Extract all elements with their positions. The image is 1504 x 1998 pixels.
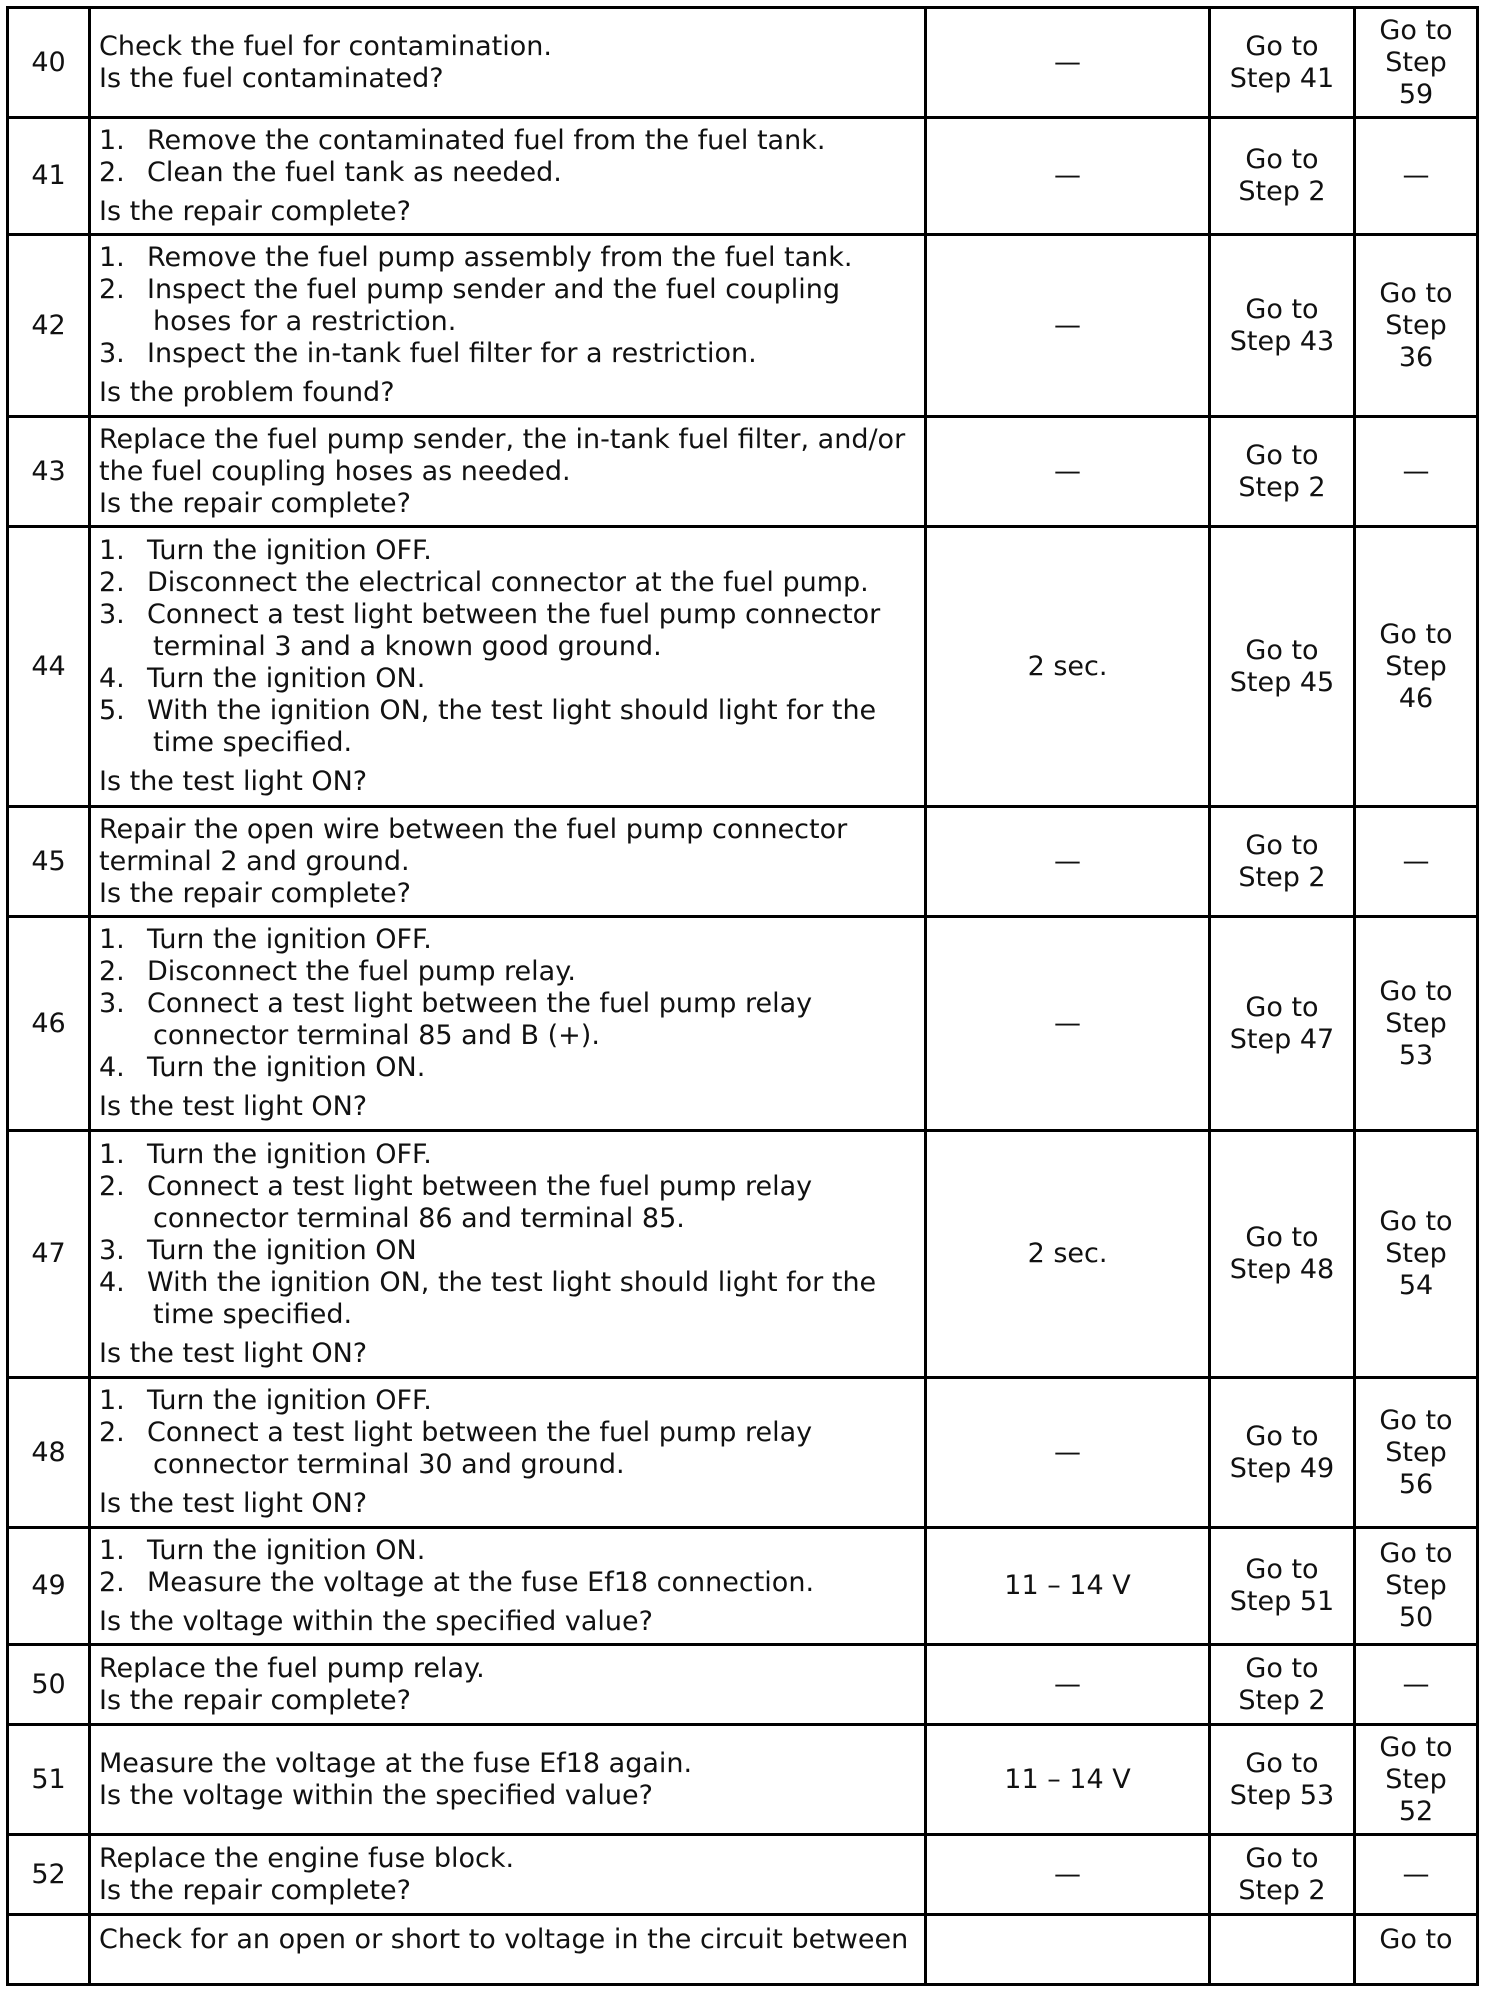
item-text: Remove the fuel pump assembly from the fuel tank. <box>147 242 853 273</box>
action-cell <box>90 1915 926 1985</box>
yes-action <box>1210 1378 1355 1528</box>
action-list-item <box>99 338 916 370</box>
item-text: Turn the ignition OFF. <box>147 924 432 955</box>
action-list-item <box>99 1535 916 1567</box>
item-text: Clean the fuel tank as needed. <box>147 156 562 188</box>
item-text: terminal 3 and a known good ground. <box>153 631 662 662</box>
yes-action-line: Go to <box>1245 634 1319 666</box>
action-cell <box>90 1835 926 1915</box>
item-number: 1. <box>99 242 125 273</box>
action-list-item <box>99 1567 916 1599</box>
action-cell <box>90 235 926 417</box>
no-action <box>1355 1528 1478 1645</box>
yes-action-line: Step 2 <box>1238 1874 1326 1906</box>
item-text: Turn the ignition ON <box>147 1234 417 1266</box>
action-list-item <box>99 599 916 663</box>
no-action <box>1355 917 1478 1131</box>
action-list-item <box>99 988 916 1052</box>
yes-action <box>1210 527 1355 807</box>
step-number: 50 <box>8 1645 90 1725</box>
yes-action <box>1210 1131 1355 1378</box>
yes-action-line: Step 48 <box>1229 1254 1335 1285</box>
item-number: 3. <box>99 599 125 630</box>
action-text: Replace the fuel pump relay. <box>99 1652 485 1684</box>
table-row <box>8 8 1478 118</box>
action-cell <box>90 1645 926 1725</box>
action-list-item <box>99 1171 916 1235</box>
no-action-line: Step <box>1385 46 1447 78</box>
question-text: Is the repair complete? <box>99 877 411 909</box>
yes-action-line: Step 2 <box>1238 861 1326 893</box>
no-action <box>1355 1915 1478 1985</box>
item-text: Connect a test light between the fuel pump connector <box>147 599 881 630</box>
action-list-item <box>99 695 916 759</box>
yes-action-line: Step 2 <box>1238 471 1326 503</box>
item-text: Turn the ignition OFF. <box>147 1385 432 1416</box>
action-text: Check for an open or short to voltage in the circuit between <box>99 1924 909 1955</box>
no-action-line: — <box>1402 160 1430 191</box>
item-number: 4. <box>99 1052 125 1083</box>
no-action-line: Go to <box>1379 975 1453 1007</box>
item-number: 2. <box>99 1417 125 1448</box>
question-text: Is the fuel contaminated? <box>99 62 444 94</box>
action-cell <box>90 1131 926 1378</box>
no-action-line: Go to <box>1379 1538 1453 1569</box>
yes-action <box>1210 1915 1355 1985</box>
spec-value: — <box>926 8 1210 118</box>
item-text: With the ignition ON, the test light should light for the <box>147 695 877 726</box>
table-row <box>8 1835 1478 1915</box>
step-number: 42 <box>8 235 90 417</box>
item-text: Measure the voltage at the fuse Ef18 connection. <box>147 1566 815 1598</box>
spec-value: — <box>926 1645 1210 1725</box>
spec-value: — <box>926 917 1210 1131</box>
no-action-line: Step <box>1385 1238 1447 1269</box>
item-text: Disconnect the electrical connector at the fuel pump. <box>147 567 869 598</box>
item-number: 2. <box>99 567 125 598</box>
yes-action-line: Go to <box>1245 439 1319 471</box>
question-text: Is the voltage within the specified value? <box>99 1605 653 1637</box>
yes-action-line: Go to <box>1245 1652 1319 1684</box>
spec-value: 11 – 14 V <box>926 1528 1210 1645</box>
table-row <box>8 1645 1478 1725</box>
item-text: Connect a test light between the fuel pump relay <box>147 988 813 1019</box>
yes-action-line: Go to <box>1245 144 1319 175</box>
item-number: 1. <box>99 1534 125 1566</box>
action-list-item <box>99 242 916 274</box>
step-number: 45 <box>8 807 90 917</box>
item-text: Turn the ignition ON. <box>147 663 426 694</box>
yes-action-line: Step 43 <box>1229 325 1335 357</box>
spec-value: 2 sec. <box>926 1131 1210 1378</box>
yes-action-line: Go to <box>1245 1747 1319 1779</box>
yes-action-line: Go to <box>1245 1842 1319 1874</box>
item-text: Inspect the in-tank fuel filter for a restriction. <box>147 338 757 369</box>
question-text: Is the voltage within the specified value? <box>99 1779 653 1811</box>
no-action-line: 50 <box>1398 1602 1434 1633</box>
no-action-line: Step <box>1385 1007 1447 1039</box>
table-body <box>8 8 1478 1985</box>
no-action <box>1355 807 1478 917</box>
question-text: Is the problem found? <box>99 377 395 408</box>
no-action-line: — <box>1402 455 1430 487</box>
no-action-line: Go to <box>1379 1924 1453 1955</box>
yes-action-line: Step 51 <box>1229 1586 1335 1617</box>
spec-value: — <box>926 1378 1210 1528</box>
no-action <box>1355 8 1478 118</box>
table-row <box>8 807 1478 917</box>
no-action-line: 36 <box>1398 341 1434 373</box>
yes-action-line: Step 53 <box>1229 1779 1335 1811</box>
yes-action-line: Go to <box>1245 1222 1319 1253</box>
yes-action-line: Step 41 <box>1229 62 1335 94</box>
action-text: Check the fuel for contamination. <box>99 30 552 62</box>
no-action <box>1355 118 1478 235</box>
item-number: 2. <box>99 274 125 305</box>
question-text: Is the test light ON? <box>99 1488 368 1519</box>
action-list-item <box>99 1235 916 1267</box>
no-action <box>1355 1131 1478 1378</box>
action-list-item <box>99 125 916 157</box>
no-action-line: — <box>1402 1668 1430 1700</box>
item-text: time specified. <box>153 727 353 758</box>
spec-value <box>926 1915 1210 1985</box>
no-action-line: Go to <box>1379 618 1453 650</box>
yes-action <box>1210 1835 1355 1915</box>
question-text: Is the repair complete? <box>99 1874 411 1906</box>
no-action-line: Step <box>1385 650 1447 682</box>
action-cell <box>90 1378 926 1528</box>
item-text: Turn the ignition ON. <box>147 1052 426 1083</box>
no-action-line: Step <box>1385 1570 1447 1601</box>
yes-action-line: Step 2 <box>1238 176 1326 207</box>
item-number: 2. <box>99 956 125 987</box>
no-action <box>1355 527 1478 807</box>
yes-action-line: Step 49 <box>1229 1452 1335 1484</box>
no-action <box>1355 1378 1478 1528</box>
yes-action <box>1210 1645 1355 1725</box>
action-cell <box>90 417 926 527</box>
no-action-line: 46 <box>1398 682 1434 714</box>
table-row <box>8 235 1478 417</box>
spec-value: — <box>926 417 1210 527</box>
spec-value: — <box>926 118 1210 235</box>
spec-value: — <box>926 807 1210 917</box>
table-row <box>8 1378 1478 1528</box>
no-action-line: Go to <box>1379 1731 1453 1763</box>
no-action-line: 53 <box>1398 1039 1434 1071</box>
item-text: Connect a test light between the fuel pump relay <box>147 1170 813 1202</box>
yes-action-line: Go to <box>1245 829 1319 861</box>
item-text: Disconnect the fuel pump relay. <box>147 956 576 987</box>
no-action-line: Go to <box>1379 1206 1453 1237</box>
question-text: Is the repair complete? <box>99 195 411 227</box>
action-text: Replace the fuel pump sender, the in-tank fuel filter, and/or <box>99 423 906 455</box>
spec-value: — <box>926 235 1210 417</box>
no-action <box>1355 417 1478 527</box>
item-number: 1. <box>99 1385 125 1416</box>
no-action-line: Go to <box>1379 14 1453 46</box>
table-row <box>8 118 1478 235</box>
action-list-item <box>99 1385 916 1417</box>
action-list-item <box>99 1052 916 1084</box>
no-action-line: Go to <box>1379 277 1453 309</box>
action-cell <box>90 527 926 807</box>
action-list-item <box>99 567 916 599</box>
no-action-line: Go to <box>1379 1404 1453 1436</box>
item-number: 1. <box>99 535 125 566</box>
item-number: 4. <box>99 663 125 694</box>
no-action <box>1355 1835 1478 1915</box>
yes-action <box>1210 118 1355 235</box>
action-list-item <box>99 157 916 189</box>
yes-action-line: Go to <box>1245 991 1319 1023</box>
item-number: 3. <box>99 988 125 1019</box>
action-text: Measure the voltage at the fuse Ef18 again. <box>99 1747 693 1779</box>
no-action <box>1355 235 1478 417</box>
item-text: Connect a test light between the fuel pump relay <box>147 1417 813 1448</box>
question-text: Is the test light ON? <box>99 766 368 797</box>
spec-value: — <box>926 1835 1210 1915</box>
item-text: Turn the ignition ON. <box>147 1534 426 1566</box>
step-number: 51 <box>8 1725 90 1835</box>
yes-action-line: Go to <box>1245 293 1319 325</box>
table-row <box>8 417 1478 527</box>
action-list-item <box>99 1139 916 1171</box>
item-number: 5. <box>99 695 125 726</box>
question-text: Is the test light ON? <box>99 1337 368 1369</box>
no-action-line: Step <box>1385 309 1447 341</box>
no-action <box>1355 1725 1478 1835</box>
action-cell <box>90 807 926 917</box>
item-text: connector terminal 86 and terminal 85. <box>153 1202 685 1234</box>
no-action-line: 54 <box>1398 1270 1434 1301</box>
question-text: Is the repair complete? <box>99 1684 411 1716</box>
yes-action <box>1210 807 1355 917</box>
action-cell <box>90 8 926 118</box>
table-row <box>8 527 1478 807</box>
item-number: 2. <box>99 156 125 188</box>
troubleshooting-table <box>6 6 1479 1986</box>
table-row <box>8 917 1478 1131</box>
action-list-item <box>99 924 916 956</box>
action-list-item <box>99 956 916 988</box>
step-number: 40 <box>8 8 90 118</box>
item-number: 2. <box>99 1566 125 1598</box>
no-action <box>1355 1645 1478 1725</box>
table-row <box>8 1915 1478 1985</box>
step-number: 44 <box>8 527 90 807</box>
action-list-item <box>99 663 916 695</box>
item-number: 1. <box>99 924 125 955</box>
step-number: 43 <box>8 417 90 527</box>
action-text: terminal 2 and ground. <box>99 845 410 877</box>
item-text: Remove the contaminated fuel from the fuel tank. <box>147 124 826 156</box>
action-list-item <box>99 535 916 567</box>
step-number: 46 <box>8 917 90 1131</box>
yes-action-line: Go to <box>1245 1420 1319 1452</box>
yes-action-line: Go to <box>1245 1554 1319 1585</box>
table-row <box>8 1528 1478 1645</box>
yes-action-line: Step 45 <box>1229 666 1335 698</box>
yes-action <box>1210 1725 1355 1835</box>
yes-action <box>1210 917 1355 1131</box>
item-number: 3. <box>99 1234 125 1266</box>
item-number: 3. <box>99 338 125 369</box>
step-number <box>8 1915 90 1985</box>
action-text: Repair the open wire between the fuel pump connector <box>99 813 848 845</box>
yes-action <box>1210 8 1355 118</box>
item-text: connector terminal 30 and ground. <box>153 1449 625 1480</box>
yes-action <box>1210 417 1355 527</box>
item-number: 1. <box>99 124 125 156</box>
item-text: Inspect the fuel pump sender and the fuel coupling <box>147 274 841 305</box>
yes-action <box>1210 1528 1355 1645</box>
item-number: 2. <box>99 1170 125 1202</box>
item-text: With the ignition ON, the test light should light for the <box>147 1266 877 1298</box>
no-action-line: 56 <box>1398 1468 1434 1500</box>
action-list-item <box>99 1267 916 1331</box>
action-text: the fuel coupling hoses as needed. <box>99 455 571 487</box>
step-number: 48 <box>8 1378 90 1528</box>
spec-value: 11 – 14 V <box>926 1725 1210 1835</box>
no-action-line: 52 <box>1398 1795 1434 1827</box>
table-row <box>8 1131 1478 1378</box>
yes-action <box>1210 235 1355 417</box>
item-text: Turn the ignition OFF. <box>147 535 432 566</box>
action-cell <box>90 118 926 235</box>
step-number: 41 <box>8 118 90 235</box>
action-cell <box>90 1528 926 1645</box>
item-text: hoses for a restriction. <box>153 306 457 337</box>
action-cell <box>90 917 926 1131</box>
action-list-item <box>99 1417 916 1481</box>
table-row <box>8 1725 1478 1835</box>
item-text: time specified. <box>153 1298 353 1330</box>
question-text: Is the test light ON? <box>99 1091 368 1122</box>
step-number: 52 <box>8 1835 90 1915</box>
spec-value: 2 sec. <box>926 527 1210 807</box>
step-number: 49 <box>8 1528 90 1645</box>
item-text: connector terminal 85 and B (+). <box>153 1020 600 1051</box>
step-number: 47 <box>8 1131 90 1378</box>
action-cell <box>90 1725 926 1835</box>
no-action-line: — <box>1402 1858 1430 1890</box>
yes-action-line: Go to <box>1245 30 1319 62</box>
item-text: Turn the ignition OFF. <box>147 1138 432 1170</box>
yes-action-line: Step 47 <box>1229 1023 1335 1055</box>
action-text: Replace the engine fuse block. <box>99 1842 515 1874</box>
item-number: 1. <box>99 1138 125 1170</box>
no-action-line: 59 <box>1398 78 1434 110</box>
action-list-item <box>99 274 916 338</box>
no-action-line: — <box>1402 845 1430 877</box>
no-action-line: Step <box>1385 1436 1447 1468</box>
no-action-line: Step <box>1385 1763 1447 1795</box>
yes-action-line: Step 2 <box>1238 1684 1326 1716</box>
item-number: 4. <box>99 1266 125 1298</box>
question-text: Is the repair complete? <box>99 487 411 519</box>
